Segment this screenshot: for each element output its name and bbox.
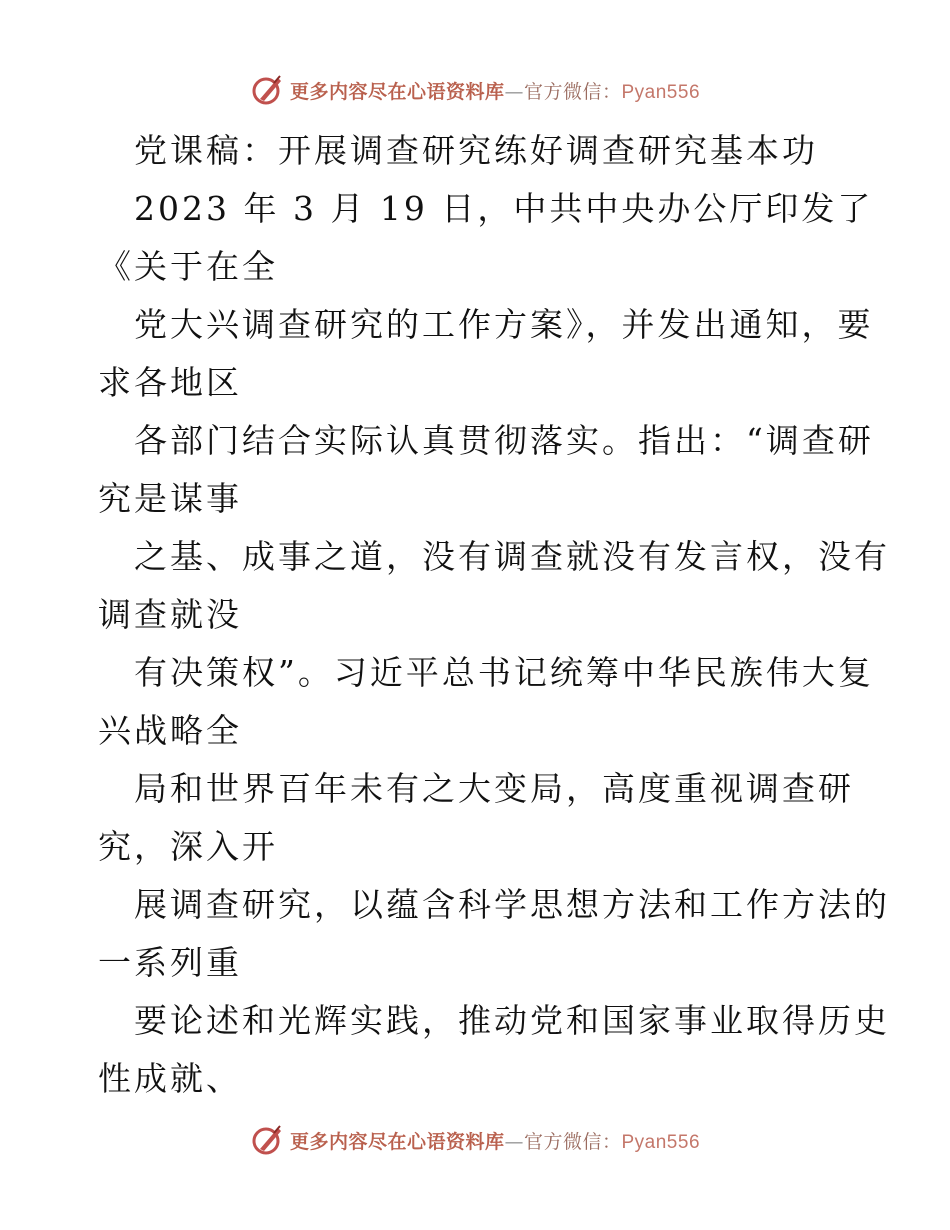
watermark-separator: — [504,1130,524,1153]
text-line: 之基、成事之道，没有调查就没有发言权，没有 [134,537,890,576]
text-line: 究是谋事 [98,479,242,518]
text-line: 《关于在全 [98,247,278,286]
text-line: 一系列重 [98,943,242,982]
text-line: 各部门结合实际认真贯彻落实。指出：“调查研 [134,421,874,460]
watermark-text [290,77,700,104]
watermark-header [0,70,950,110]
watermark-text [290,1127,700,1154]
watermark-library-text: 更多内容尽在心语资料库 [289,80,505,103]
watermark-separator: — [504,80,524,103]
quill-logo-icon [250,72,286,108]
document-title: 党课稿：开展调查研究练好调查研究基本功 [134,131,818,170]
text-line: 调查就没 [98,595,242,634]
watermark-wechat-label: 官方微信： [523,80,622,103]
text-line: 兴战略全 [98,711,242,750]
watermark-wechat-id: Pyan556 [621,81,701,103]
text-line: 要论述和光辉实践，推动党和国家事业取得历史 [134,1001,890,1040]
document-body [0,122,950,1108]
text-line: 2023 年 3 月 19 日，中共中央办公厅印发了 [134,189,874,228]
quill-logo-icon [250,1122,286,1158]
watermark-footer [0,1120,950,1160]
text-line: 局和世界百年未有之大变局，高度重视调查研 [134,769,854,808]
text-line: 展调查研究，以蕴含科学思想方法和工作方法的 [134,885,890,924]
watermark-library-text: 更多内容尽在心语资料库 [289,1130,505,1153]
watermark-wechat-id: Pyan556 [621,1131,701,1153]
text-line: 究，深入开 [98,827,278,866]
watermark-wechat-label: 官方微信： [523,1130,622,1153]
text-line: 党大兴调查研究的工作方案》，并发出通知，要 [134,305,874,344]
text-line: 性成就、 [98,1059,242,1098]
text-line: 有决策权”。习近平总书记统筹中华民族伟大复 [134,653,874,692]
text-line: 求各地区 [98,363,242,402]
